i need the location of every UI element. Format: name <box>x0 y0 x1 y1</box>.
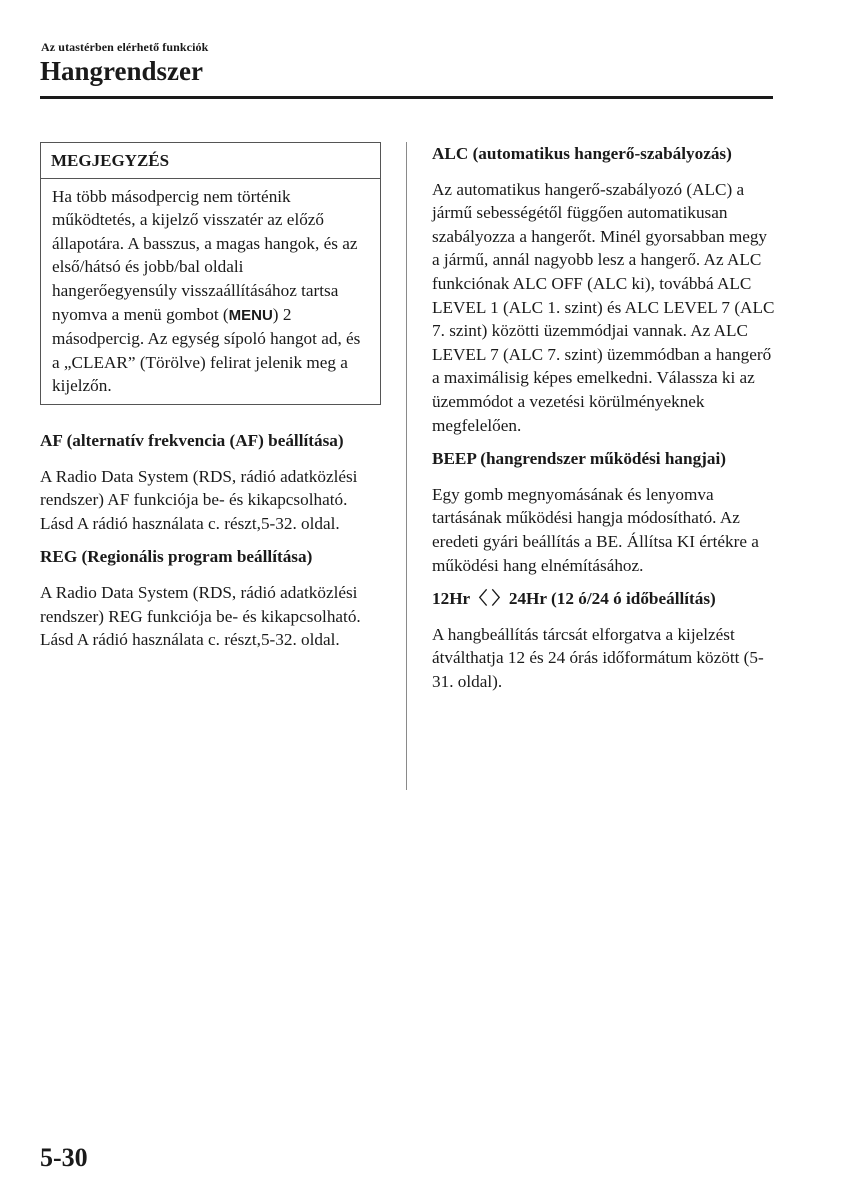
section-heading: BEEP (hangrendszer működési hangjai) <box>432 449 726 469</box>
section-beep <box>432 447 777 577</box>
section-heading: ALC (automatikus hangerő-szabályozás) <box>432 144 732 163</box>
column-divider <box>406 142 407 790</box>
note-text-after: ) 2 másodpercig. Az egység sípoló hangot ad, és a „CLEAR” (Törölve) felirat jelenik meg a kijelzőn. <box>52 304 361 396</box>
page-number: 5-30 <box>40 1143 88 1172</box>
left-column <box>40 142 381 652</box>
note-text-before: Ha több másodpercig nem történik működtetés, a kijelző visszatér az előző állapotára. A basszus, a magas hangok, és az első/hátsó és jobb/bal oldali hangerőegyensúly visszaállításához tartsa nyomva a menü gombot ( <box>52 186 358 324</box>
breadcrumb: Az utastérben elérhető funkciók <box>41 40 209 54</box>
section-reference: Lásd A rádió használata c. részt,5-32. oldal. <box>40 513 340 533</box>
section-text: A Radio Data System (RDS, rádió adatközlési rendszer) REG funkciója be- és kikapcsolható. <box>40 582 361 626</box>
section-text: A hangbeállítás tárcsát elforgatva a kijelzést átválthatja 12 és 24 órás időformátum között (5-31. oldal). <box>432 624 764 691</box>
right-column <box>432 142 777 693</box>
section-text: Az automatikus hangerő-szabályozó (ALC) a jármű sebességétől függően automatikusan szabályozza a hangerőt. Minél gyorsabban megy a jármű, annál nagyobb lesz a hangerő. Az ALC funkciónak ALC OFF (ALC ki), továbbá ALC LEVEL 1 (ALC 1. szint) és ALC LEVEL 7 (ALC 7. szint) közötti üzemmódjai vannak. Az ALC LEVEL 7 (ALC 7. szint) üzemmódban a hangerő a maximálisig képes emelkedni. Válassza ki az üzemmódot a vezetési körülményeknek megfelelően. <box>432 179 775 435</box>
section-af <box>40 429 381 535</box>
section-text: Egy gomb megnyomásának és lenyomva tartásának működési hangja módosítható. Az eredeti gyári beállítás a BE. Állítsa KI értékre a működési hang elnémításához. <box>432 484 759 575</box>
note-heading: MEGJEGYZÉS <box>41 143 380 179</box>
section-reg <box>40 545 381 651</box>
note-box <box>40 142 381 405</box>
section-heading: REG (Regionális program beállítása) <box>40 547 313 567</box>
menu-button-label: MENU <box>228 306 273 324</box>
section-reference: Lásd A rádió használata c. részt,5-32. oldal. <box>40 630 340 650</box>
section-12-24hr <box>432 587 777 693</box>
page-title: Hangrendszer <box>40 56 203 86</box>
section-text: A Radio Data System (RDS, rádió adatközlési rendszer) AF funkciója be- és kikapcsolható. <box>40 466 358 510</box>
note-body <box>41 179 380 404</box>
section-heading: AF (alternatív frekvencia (AF) beállítása) <box>40 430 344 450</box>
section-heading: 12Hr〈 〉24Hr (12 ó/24 ó időbeállítás) <box>432 589 716 609</box>
section-alc <box>432 142 777 437</box>
title-rule <box>40 96 773 99</box>
